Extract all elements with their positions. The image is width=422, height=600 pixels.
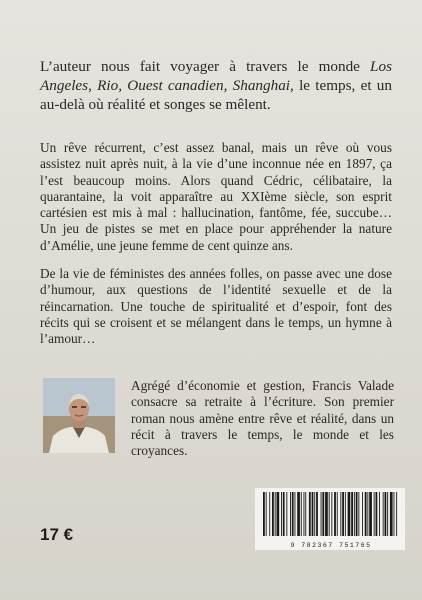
barcode-bar bbox=[286, 492, 287, 536]
barcode-bar bbox=[331, 492, 332, 536]
barcode-bar bbox=[269, 492, 270, 536]
barcode-bar bbox=[275, 492, 276, 536]
barcode-bar bbox=[396, 492, 397, 536]
barcode-bar bbox=[334, 492, 336, 536]
barcode-bar bbox=[358, 492, 359, 536]
barcode-bar bbox=[345, 492, 346, 536]
author-photo bbox=[43, 378, 115, 453]
barcode-bar bbox=[379, 492, 380, 536]
barcode-bar bbox=[387, 492, 388, 536]
barcode-bar bbox=[369, 492, 372, 536]
author-bio: Agrégé d’économie et gestion, Francis Valade consacre sa retraite à l’écriture. Son premier roman nous amène entre rêve et réalité, dans un récit à travers le temps, le monde et les croyances. bbox=[131, 378, 394, 459]
barcode-bar bbox=[354, 492, 355, 536]
barcode-bar bbox=[337, 492, 338, 536]
barcode-bar bbox=[383, 492, 384, 536]
isbn-barcode bbox=[255, 488, 405, 550]
barcode-bar bbox=[325, 492, 328, 536]
barcode-bar bbox=[272, 492, 274, 536]
barcode-bar bbox=[390, 492, 393, 536]
barcode-bar bbox=[304, 492, 305, 536]
barcode-bar bbox=[305, 492, 306, 536]
barcode-bar bbox=[312, 492, 314, 536]
intro-text-a: L’auteur nous fait voyager à travers le monde bbox=[40, 58, 371, 75]
barcode-bar bbox=[385, 492, 387, 536]
barcode-bar bbox=[394, 492, 395, 536]
barcode-bar bbox=[342, 492, 344, 536]
barcode-bar bbox=[365, 492, 367, 536]
barcode-bar bbox=[340, 492, 341, 536]
barcode-bar bbox=[292, 492, 294, 536]
barcode-bar bbox=[290, 492, 291, 536]
barcode-bar bbox=[277, 492, 280, 536]
barcode-bar bbox=[367, 492, 368, 536]
barcode-bar bbox=[362, 492, 363, 536]
barcode-bar bbox=[301, 492, 302, 536]
barcode-bar bbox=[297, 492, 300, 536]
barcode-bar bbox=[295, 492, 296, 536]
barcode-bar bbox=[351, 492, 353, 536]
barcode-bar bbox=[376, 492, 378, 536]
summary-paragraph-1: Un rêve récurrent, c’est assez banal, mais un rêve où vous assistez nuit après nuit, à la vie d’une inconnue née en 1897, ça l’est beaucoup moins. Alors quand Cédric, célibataire, la quarantaine, la voit apparaître au XXIème siècle, son esprit cartésien est mis à mal : hallucination, fantôme, fée, succube… Un jeu de pistes se met en place pour appréhender la nature d’Amélie, une jeune femme de cent quinze ans. bbox=[40, 140, 392, 253]
barcode-bar bbox=[322, 492, 324, 536]
barcode-bar bbox=[348, 492, 351, 536]
intro-places: Los Angeles, Rio, Ouest canadien, Shanghai bbox=[40, 58, 392, 94]
intro-text-b: , le temps, et un au-delà où réalité et songes se mêlent. bbox=[40, 77, 392, 113]
isbn-digits: 9 782367 751765 bbox=[290, 542, 372, 549]
price-label: 17 € bbox=[40, 525, 74, 544]
intro-paragraph bbox=[40, 57, 392, 114]
barcode-bar bbox=[316, 492, 318, 536]
barcode-bar bbox=[356, 492, 358, 536]
barcode-bar bbox=[329, 492, 330, 536]
summary-paragraph-2: De la vie de féministes des années folles, on passe avec une dose d’humour, aux questions de l’identité sexuelle et de la réincarnation. Une touche de spiritualité et d’espoir, font des récits qui se croisent et se mélangent dans le temps, un hymne à l’amour… bbox=[40, 266, 392, 347]
barcode-bar bbox=[314, 492, 315, 536]
barcode-bar bbox=[283, 492, 285, 536]
barcode-bar bbox=[374, 492, 375, 536]
barcode-bar bbox=[281, 492, 282, 536]
barcode-bar bbox=[263, 492, 265, 536]
barcode-bar bbox=[309, 492, 311, 536]
barcode-bar bbox=[266, 492, 267, 536]
barcode-bar bbox=[321, 492, 322, 536]
